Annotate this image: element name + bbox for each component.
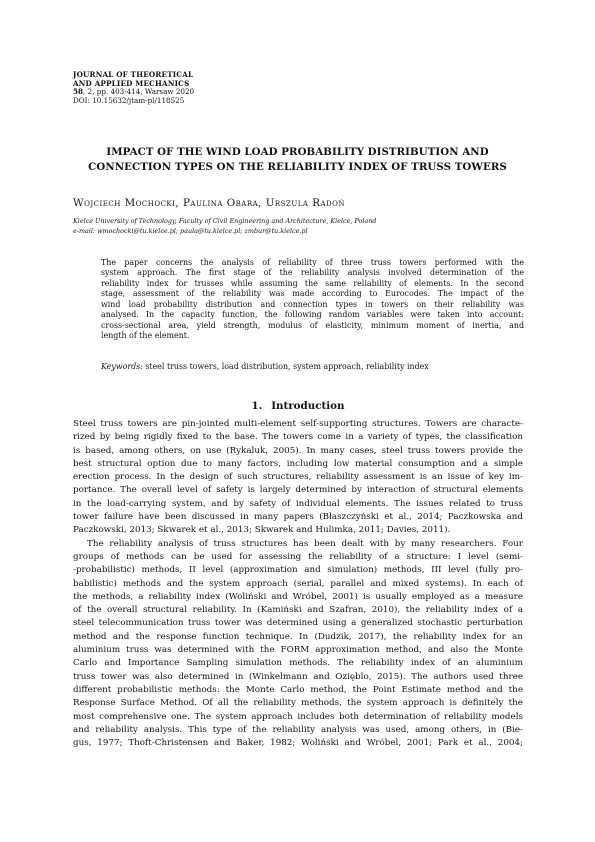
affiliation: Kielce University of Technology, Faculty of Civil Engineering and Architecture, Kielce, Poland [73,217,377,225]
body-line: the methods, a reliability index (Woliński and Wróbel, 2001) is usually employed as a measure [73,591,523,602]
body-line: and reliability analysis. This type of the reliability analysis was used, among others, in (Bie- [73,724,523,735]
body-line: groups of methods can be used for assessing the reliability of a structure: I level (semi- [73,551,523,562]
body-line: Paczkowski, 2013; Skwarek et al., 2013; Skwarek and Hulimka, 2011; Davies, 2011). [73,525,451,536]
body-line: in the load-carrying system, and by safety of individual elements. The issues related to truss [73,498,523,509]
abstract-line: system approach. The first stage of the reliability analysis involved determination of the [101,268,524,278]
abstract-line: cross-sectional area, yield strength, modulus of elasticity, minimum moment of inertia, and [101,320,524,330]
body-line: best structural option due to many factors, including low material consumption and a simple [73,458,523,469]
body-text [73,418,523,750]
body-line: portance. The overall level of safety is largely determined by interaction of structural elements [73,485,523,496]
body-line: of the overall structural reliability. In (Kamiński and Szafran, 2010), the reliability index of a [73,605,523,616]
body-line: aluminium truss was determined with the FORM approximation method, and also the Monte [73,645,523,656]
affiliation-block [73,216,533,236]
paper-title [60,145,535,175]
body-line: erection process. In the design of such structures, reliability assessment is an issue of key im- [73,472,523,483]
abstract-line: reliability index for trusses while assuming the same reliability of elements. In the second [101,278,524,288]
abstract-line: length of the element. [101,331,190,341]
paper-title-line-2: CONNECTION TYPES ON THE RELIABILITY INDEX OF TRUSS TOWERS [88,161,507,173]
section-number: 1. [251,400,263,412]
body-line: Carlo and Importance Sampling simulation methods. The reliability index of an aluminium [73,658,523,669]
journal-volume: 58 [73,87,84,97]
abstract-line: stage, assessment of the reliability was made according to Eurocodes. The impact of the [101,289,524,299]
body-line: Response Surface Method. Of all the reliability methods, the system approach is definitely the [73,698,523,709]
journal-doi: DOI: 10.15632/jtam-pl/118525 [73,95,185,105]
paper-title-line-1: IMPACT OF THE WIND LOAD PROBABILITY DISTRIBUTION AND [106,146,489,158]
journal-header [73,71,373,105]
body-line: -probabilistic) methods, II level (approximation and simulation) methods, III level (fully pro- [73,565,523,576]
body-line: Steel truss towers are pin-jointed multi-element self-supporting structures. Towers are characte- [73,419,523,429]
body-line: method and the response function technique. In (Dudzik, 2017), the reliability index for an [73,631,523,642]
body-line: gus, 1977; Thoft-Christensen and Baker, 1982; Woliński and Wróbel, 2001; Park et al., 2004; [73,738,523,749]
keywords-text: steel truss towers, load distribution, system approach, reliability index [142,362,429,371]
journal-title-line-2: AND APPLIED MECHANICS [73,78,190,88]
abstract [101,258,524,342]
keywords [101,362,524,372]
email-list: e-mail: wmochocki@tu.kielce.pl; paula@tu.kielce.pl; zmbur@tu.kielce.pl [73,227,308,235]
body-line: most comprehensive one. The system approach includes both determination of reliability models [73,711,523,722]
journal-title-line-1: JOURNAL OF THEORETICAL [73,70,194,79]
abstract-line: wind load probability distribution and connection types in towers on their reliability was [101,299,524,309]
body-line: babilistic) methods and the system approach (serial, parallel and mixed systems). In each of [73,578,523,589]
body-line: The reliability analysis of truss structures has been dealt with by many researchers. Four [87,538,523,549]
body-line: rized by being rigidly fixed to the base. The towers come in a variety of types, the classification [73,432,523,443]
body-line: truss tower was also determined in (Winkelmann and Ozięblo, 2015). The authors used three [73,671,523,682]
section-heading [73,400,523,412]
abstract-line: The paper concerns the analysis of reliability of three truss towers performed with the [101,258,524,267]
body-line: steel telecommunication truss tower was determined using a generalized stochastic perturbation [73,618,523,629]
abstract-line: analysed. In the capacity function, the following random variables were taken into account: [101,310,524,320]
section-title: Introduction [271,400,345,412]
author-list: Wojciech Mochocki, Paulina Obara, Urszula Radoń [73,197,346,209]
body-line: is based, among others, on use (Rykaluk, 2005). In many cases, steel truss towers provide the [73,445,523,456]
journal-issue-pages: , 2, pp. 403-414, Warsaw 2020 [83,87,195,97]
body-line: different probabilistic methods: the Monte Carlo method, the Point Estimate method and the [73,684,523,695]
body-line: tower failure have been discussed in many papers (Błaszczyński et al., 2014; Paczkowska and [73,512,523,523]
keywords-label: Keywords: [101,362,143,371]
